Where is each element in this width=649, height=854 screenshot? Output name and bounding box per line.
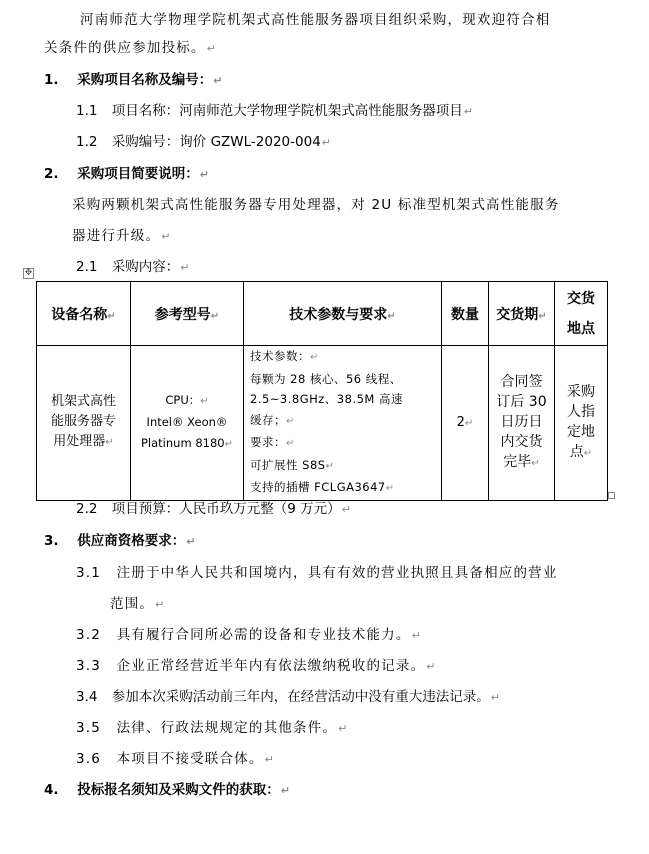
paragraph-mark-icon: ↵ — [321, 136, 331, 149]
paragraph-mark-icon: ↵ — [490, 691, 500, 704]
paragraph-mark-icon: ↵ — [155, 598, 166, 611]
section-3-item-1: 3.1 注册于中华人民共和国境内，具有有效的营业执照且具备相应的营业 — [76, 565, 558, 581]
section-3-heading: 3. 供应商资格要求：↵ — [44, 533, 196, 549]
section-3-item-6: 3.6 本项目不接受联合体。↵ — [76, 751, 275, 767]
cell-params: 技术参数：↵ 每颗为 28 核心、56 线程、 2.5~3.8GHz、38.5M 高速 缓存；↵ 要求：↵ 可扩展性 S8S↵ 支持的插槽 FCLGA3647↵ — [244, 346, 442, 501]
paragraph-mark-icon: ↵ — [213, 74, 223, 87]
cell-delivery: 合同签 订后 30 日历日 内交货 完毕↵ — [489, 346, 555, 501]
paragraph-mark-icon: ↵ — [199, 168, 209, 181]
paragraph-mark-icon: ↵ — [206, 42, 218, 55]
paragraph-mark-icon: ↵ — [338, 722, 349, 735]
intro-line-1: 河南师范大学物理学院机架式高性能服务器项目组织采购，现欢迎符合相 — [80, 12, 551, 28]
header-model: 参考型号↵ — [131, 282, 244, 346]
section-2-desc-line-2: 器进行升级。↵ — [72, 228, 172, 244]
table-header-row — [37, 282, 608, 346]
table-row — [37, 346, 608, 501]
header-qty: 数量 — [442, 282, 489, 346]
paragraph-mark-icon: ↵ — [426, 660, 437, 673]
header-device-name: 设备名称↵ — [37, 282, 131, 346]
section-3-item-1-cont: 范围。↵ — [110, 596, 166, 612]
paragraph-mark-icon: ↵ — [186, 535, 196, 548]
paragraph-mark-icon: ↵ — [264, 753, 275, 766]
cell-device-name: 机架式高性 能服务器专 用处理器↵ — [37, 346, 131, 501]
header-location: 交货 地点 — [555, 282, 608, 346]
section-1-item-1: 1.1 项目名称：河南师范大学物理学院机架式高性能服务器项目↵ — [76, 103, 473, 119]
table-move-handle-icon[interactable]: ✥ — [24, 268, 33, 278]
section-3-item-5: 3.5 法律、行政法规规定的其他条件。↵ — [76, 720, 349, 736]
section-2-desc-line-1: 采购两颗机架式高性能服务器专用处理器，对 2U 标准型机架式高性能服务 — [72, 197, 560, 213]
header-delivery: 交货期↵ — [489, 282, 555, 346]
cell-location: 采购 人指 定地 点↵ — [555, 346, 608, 501]
cell-qty: 2↵ — [442, 346, 489, 501]
procurement-table — [36, 281, 608, 501]
section-4-heading: 4. 投标报名须知及采购文件的获取：↵ — [44, 782, 290, 798]
paragraph-mark-icon: ↵ — [341, 503, 351, 516]
section-2-sub-1: 2.1 采购内容：↵ — [76, 259, 190, 275]
cell-model: CPU：↵ Intel® Xeon® Platinum 8180↵ — [131, 346, 244, 501]
paragraph-mark-icon: ↵ — [463, 105, 473, 118]
paragraph-mark-icon: ↵ — [161, 230, 172, 243]
intro-line-2: 关条件的供应参加投标。↵ — [44, 40, 218, 56]
section-3-item-2: 3.2 具有履行合同所必需的设备和专业技术能力。↵ — [76, 627, 422, 643]
header-params: 技术参数与要求↵ — [244, 282, 442, 346]
section-3-item-3: 3.3 企业正常经营近半年内有依法缴纳税收的记录。↵ — [76, 658, 437, 674]
paragraph-mark-icon: ↵ — [411, 629, 422, 642]
section-3-item-4: 3.4 参加本次采购活动前三年内，在经营活动中没有重大违法记录。↵ — [76, 689, 500, 705]
section-2-sub-2: 2.2 项目预算：人民币玖万元整（9 万元）↵ — [76, 501, 351, 517]
paragraph-mark-icon: ↵ — [180, 261, 190, 274]
section-1-item-2: 1.2 采购编号：询价 GZWL-2020-004↵ — [76, 134, 331, 150]
section-2-heading: 2. 采购项目简要说明：↵ — [44, 166, 209, 182]
section-1-heading: 1. 采购项目名称及编号：↵ — [44, 72, 223, 88]
paragraph-mark-icon: ↵ — [280, 784, 290, 797]
table-resize-handle[interactable] — [608, 492, 615, 499]
